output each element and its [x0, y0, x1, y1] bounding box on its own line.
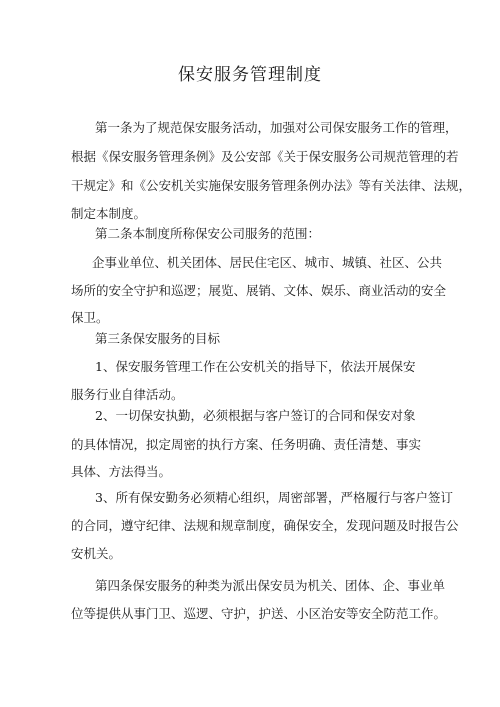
- article-3-item-3-line-2: 的合同，遵守纪律、法规和规章制度，确保安全，发现问题及时报告公: [71, 518, 459, 533]
- article-3-item-2-line-2: 的具体情况，拟定周密的执行方案、任务明确、责任清楚、事实: [71, 437, 422, 452]
- article-4-line-1: 第四条保安服务的种类为派出保安员为机关、团体、企、事业单: [95, 578, 446, 593]
- article-4-line-2: 位等提供从事门卫、巡逻、守护，护送、小区治安等安全防范工作。: [71, 606, 447, 621]
- article-1-line-1: 第一条为了规范保安服务活动，加强对公司保安服务工作的管理，: [95, 120, 458, 135]
- article-3-item-1-line-1: 1、保安服务管理工作在公安机关的指导下，依法开展保安: [95, 359, 416, 374]
- article-2-line-3: 保卫。: [71, 310, 109, 325]
- article-2-heading: 第二条本制度所称保安公司服务的范围：: [95, 226, 321, 241]
- article-3-item-2-line-3: 具体、方法得当。: [71, 464, 172, 479]
- article-3-item-2-line-1: 2、一切保安执勤，必须根据与客户签订的合同和保安对象: [95, 408, 416, 423]
- article-1-line-3: 干规定》和《公安机关实施保安服务管理条例办法》等有关法律、法规，: [71, 178, 472, 193]
- article-3-item-3-line-3: 安机关。: [71, 546, 122, 561]
- article-2-line-1: 企事业单位、机关团体、居民住宅区、城市、城镇、社区、公共: [92, 255, 443, 270]
- article-1-line-4: 制定本制度。: [71, 206, 147, 221]
- document-title: 保安服务管理制度: [178, 65, 322, 85]
- article-3-item-1-line-2: 服务行业自律活动。: [71, 387, 184, 402]
- article-2-line-2: 场所的安全守护和巡逻；展览、展销、文体、娱乐、商业活动的安全: [71, 283, 447, 298]
- article-3-item-3-line-1: 3、所有保安勤务必须精心组织，周密部署，严格履行与客户签订: [95, 490, 453, 505]
- article-1-line-2: 根据《保安服务管理条例》及公安部《关于保安服务公司规范管理的若: [71, 149, 459, 164]
- article-3-heading: 第三条保安服务的目标: [95, 331, 221, 346]
